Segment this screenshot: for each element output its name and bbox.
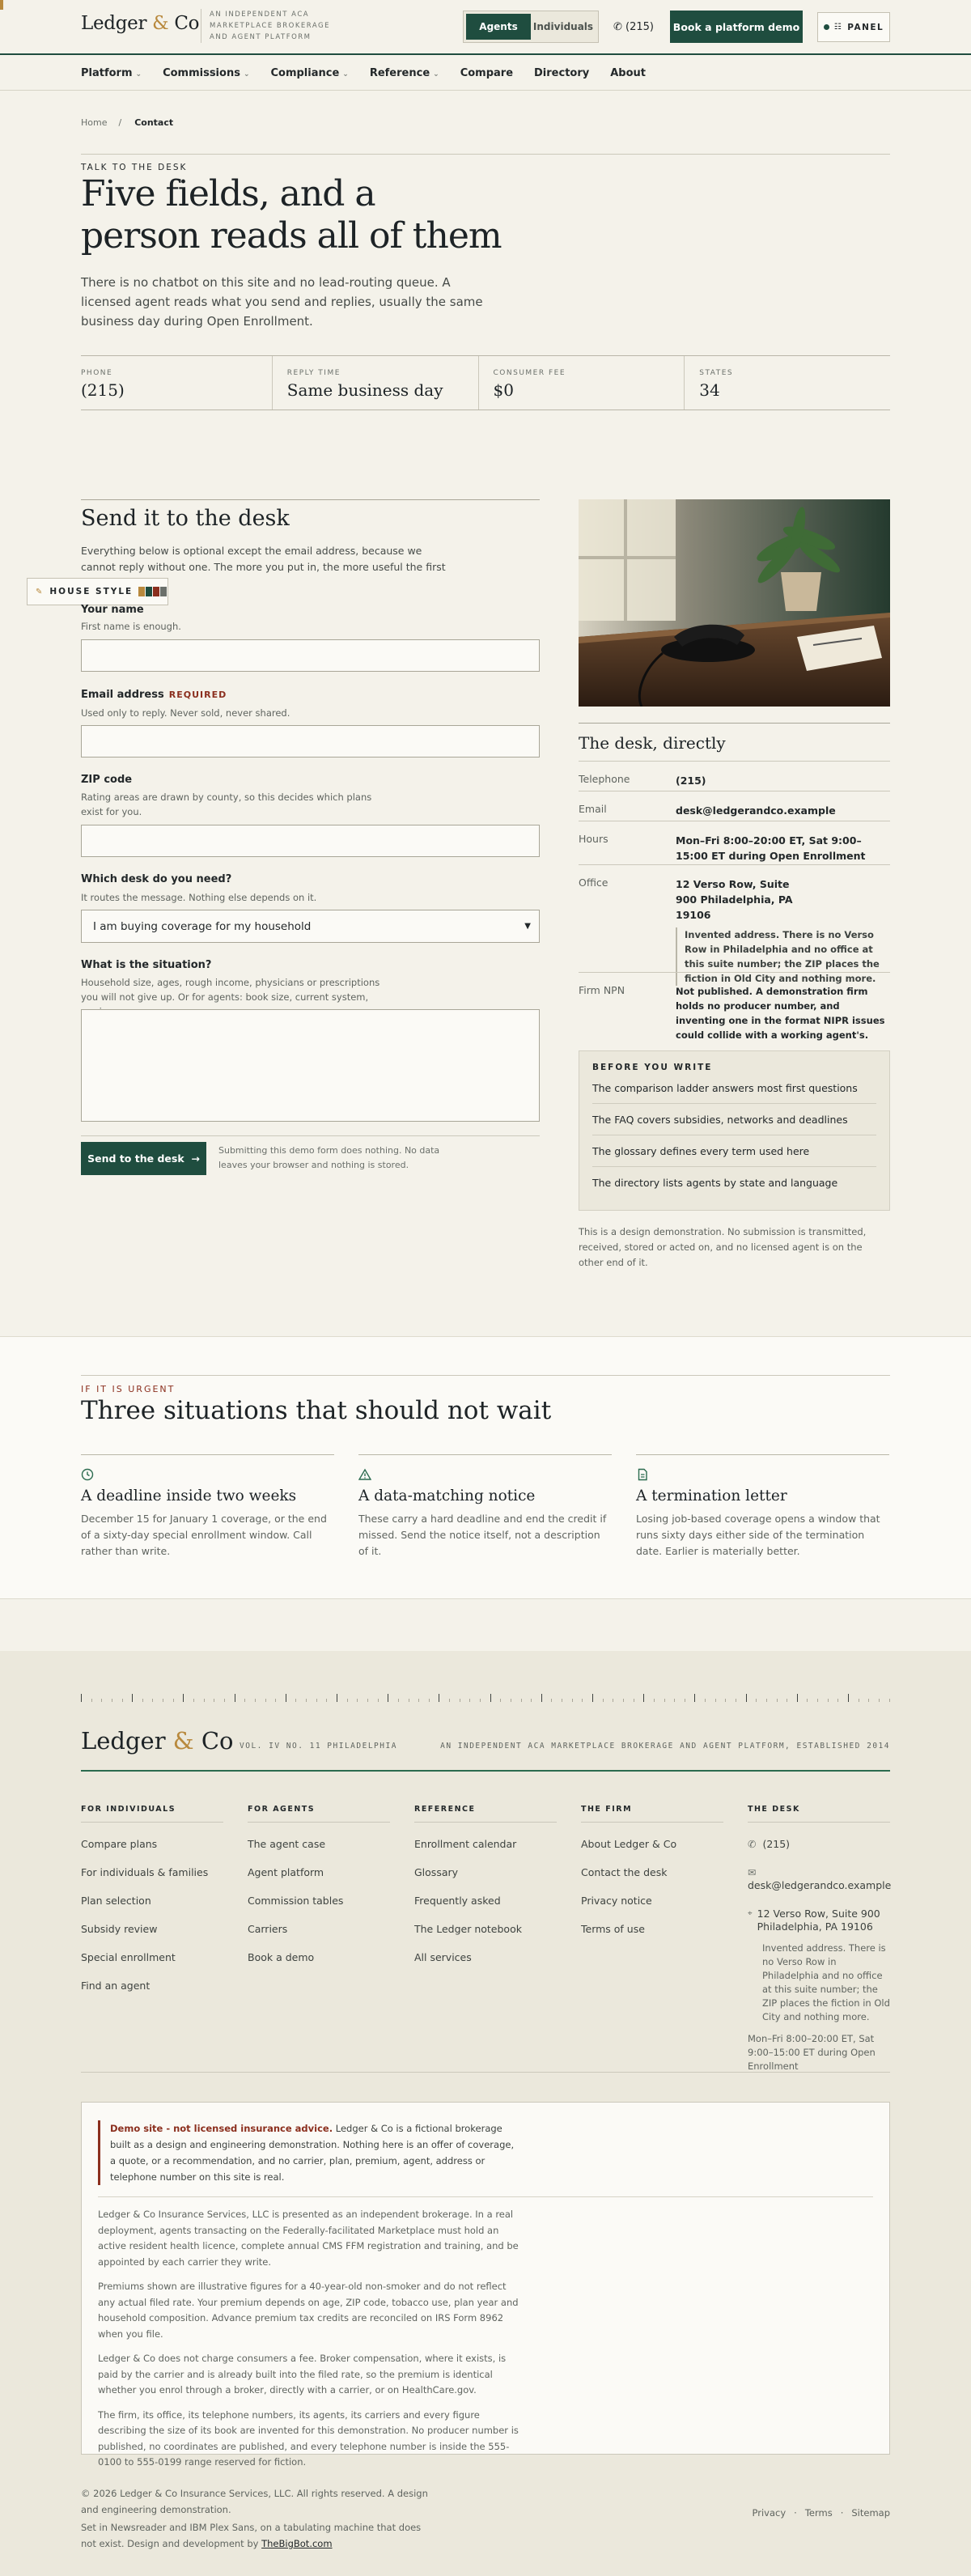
site-logo[interactable]: Ledger & Co <box>81 13 200 34</box>
before-link[interactable]: The directory lists agents by state and language <box>592 1177 838 1189</box>
ruler-tick <box>674 1699 675 1702</box>
ruler-tick <box>664 1699 665 1702</box>
ruler-tick <box>306 1699 307 1702</box>
header-phone-link[interactable]: ✆ (215) <box>613 21 655 33</box>
panel-menu-icon: ☷ <box>833 23 843 32</box>
desk-row-email: Email desk@ledgerandco.example <box>579 791 890 821</box>
ruler-tick <box>828 1699 829 1702</box>
nav-item-compare[interactable]: Compare <box>460 67 514 79</box>
desk-direct-title: The desk, directly <box>579 733 726 753</box>
ruler-tick <box>572 1699 573 1702</box>
ruler-tick <box>469 1699 470 1702</box>
phone-icon: ✆ <box>748 1838 757 1850</box>
corner-accent <box>0 0 3 10</box>
situation-help: Household size, ages, rough income, physicians or prescriptions you will not give up. Or for agents: book size, current system, <box>81 977 380 1003</box>
stats-strip <box>81 355 890 410</box>
footer-link[interactable]: About Ledger & Co <box>581 1838 677 1850</box>
ruler-tick <box>837 1699 838 1702</box>
ruler-tick <box>521 1699 522 1702</box>
footer-link[interactable]: Terms of use <box>581 1923 645 1935</box>
ruler-tick <box>295 1699 296 1702</box>
footer-link[interactable]: Contact the desk <box>581 1866 668 1878</box>
divider <box>81 154 890 155</box>
ruler-tick <box>398 1699 399 1702</box>
before-link[interactable]: The FAQ covers subsidies, networks and deadlines <box>592 1104 876 1135</box>
footer-link[interactable]: The Ledger notebook <box>414 1923 522 1935</box>
ruler-tick <box>173 1699 174 1702</box>
ruler-tick <box>592 1694 593 1702</box>
arrow-right-icon: → <box>191 1152 200 1165</box>
ruler-tick <box>429 1699 430 1702</box>
hero-eyebrow: TALK TO THE DESK <box>81 163 188 172</box>
footer-email-link[interactable]: ✉ desk@ledgerandco.example <box>748 1866 892 1891</box>
send-to-desk-button[interactable]: Send to the desk → <box>81 1142 206 1175</box>
breadcrumb <box>81 117 173 128</box>
ruler-tick <box>848 1694 849 1702</box>
status-dot-icon <box>824 24 829 30</box>
urgent-section <box>0 1336 971 1599</box>
footer-hours: Mon–Fri 8:00–20:00 ET, Sat 9:00–15:00 ET during Open Enrollment <box>748 2033 876 2072</box>
legal-paragraph: Premiums shown are illustrative figures for a 40-year-old non-smoker and do not reflect any actual filed rate. Your premium depends on age, ZIP code, tobacco use, plan year and household composition. Advance premium tax credits are reconciled on IRS Form 8962 when you file. <box>98 2281 519 2340</box>
ruler-tick <box>367 1699 368 1702</box>
urgent-item: A data-matching notice These carry a hard deadline and end the credit if missed. Send the notice itself, not a description of it. <box>358 1454 612 1560</box>
demo-notice <box>81 2102 890 2468</box>
ruler-tick <box>807 1699 808 1702</box>
ruler-tick <box>551 1699 552 1702</box>
footer-link[interactable]: Plan selection <box>81 1895 151 1907</box>
footer-link[interactable]: Carriers <box>248 1923 288 1935</box>
footer-link[interactable]: Subsidy review <box>81 1923 158 1935</box>
desk-row-telephone: Telephone (215) <box>579 761 890 791</box>
ruler-tick <box>868 1699 869 1702</box>
desk-help: It routes the message. Nothing else depends on it. <box>81 892 317 903</box>
ruler-tick <box>275 1699 276 1702</box>
office-note: Invented address. There is no Verso Row in Philadelphia and no office at this suite number; the ZIP places the fiction in Old City and nothing more. <box>676 927 890 986</box>
ruler-tick <box>623 1699 624 1702</box>
name-help: First name is enough. <box>81 621 181 632</box>
ruler-tick <box>142 1699 143 1702</box>
breadcrumb-home[interactable]: Home <box>81 117 108 128</box>
ruler-tick <box>654 1699 655 1702</box>
footer-column-agents: FOR AGENTS The agent case Agent platform Commission tables Carriers Book a demo <box>248 1805 390 1964</box>
ruler-tick <box>582 1699 583 1702</box>
footer-link[interactable]: All services <box>414 1951 472 1963</box>
ruler-tick <box>152 1699 153 1702</box>
book-demo-button[interactable]: Book a platform demo <box>670 11 803 43</box>
footer-link[interactable]: Book a demo <box>248 1951 315 1963</box>
divider <box>81 499 540 500</box>
footer-established: AN INDEPENDENT ACA MARKETPLACE BROKERAGE AND AGENT PLATFORM, ESTABLISHED 2014 <box>440 1742 890 1751</box>
ruler-tick <box>705 1699 706 1702</box>
footer-logo[interactable]: Ledger & Co <box>81 1727 234 1755</box>
legal-paragraph: The firm, its office, its telephone numbers, its agents, its carriers and every figure describing the size of its book are invented for this demonstration. No producer number is published, no coordinates are published, and every telephone number is inside the 555-0100 to 555-0199 range reserved for fiction. <box>98 2408 519 2468</box>
audience-agents-tab[interactable]: Agents <box>466 14 531 40</box>
footer-link[interactable]: Agent platform <box>248 1866 324 1878</box>
copyright: © 2026 Ledger & Co Insurance Services, LLC. All rights reserved. A design and engineering demonstration. Set in Newsreader and IBM Plex Sans, on a tabulating machine that does not exist. Design and development by TheBigBot.com <box>81 2488 428 2549</box>
ruler-tick <box>746 1694 747 1702</box>
email-label: Email address REQUIRED <box>81 689 227 701</box>
location-pin-icon: ⌖ <box>748 1909 753 1918</box>
stat-states: STATES 34 <box>699 369 734 400</box>
house-style-label: HOUSE STYLE <box>49 587 134 596</box>
footer-link[interactable]: Frequently asked <box>414 1895 501 1907</box>
ruler-tick <box>766 1699 767 1702</box>
page-title: Five fields, and a person reads all of them <box>81 173 502 257</box>
ruler-tick <box>316 1699 317 1702</box>
ruler-tick <box>357 1699 358 1702</box>
footer-address: ⌖ 12 Verso Row, Suite 900 Philadelphia, PA 19106 <box>748 1908 880 1933</box>
ruler-tick <box>715 1699 716 1702</box>
footer-column-reference: REFERENCE Enrollment calendar Glossary Frequently asked The Ledger notebook All services <box>414 1805 557 1964</box>
top-header <box>0 0 971 55</box>
ruler-tick <box>204 1699 205 1702</box>
ruler-tick <box>81 1694 82 1702</box>
nav-item-platform[interactable]: Platform ⌄ <box>81 67 142 79</box>
footer-column-individuals: FOR INDIVIDUALS Compare plans For individuals & families Plan selection Subsidy review Special enrollment Find an agent <box>81 1805 223 1992</box>
legal-paragraph: Ledger & Co Insurance Services, LLC is presented as an independent brokerage. In a real deployment, agents transacting on the Federally-facilitated Marketplace must hold an active resident health licence, complete annual CMS FFM registration and training, and be appointed by each carrier they write. <box>98 2209 519 2268</box>
zip-label: ZIP code <box>81 774 133 786</box>
footer-column-desk: THE DESK ✆ (215) ✉ desk@ledgerandco.example ⌖ 12 Verso Row, Suite 900 Philadelphia, PA 19106 Invented address. There is no Verso Row in Philadelphia and no office at this suite number; the ZIP places the fiction in Old City and nothing more. Mon–Fri 8:00–20:00 ET, Sat 9:00–15:00 ET during Open Enrollment <box>748 1805 892 2072</box>
warning-icon <box>358 1468 612 1481</box>
phone-icon: ✆ <box>613 21 622 33</box>
zip-input[interactable] <box>81 825 540 857</box>
ruler-tick <box>101 1699 102 1702</box>
ruler-tick <box>326 1699 327 1702</box>
mail-icon: ✉ <box>748 1866 757 1878</box>
ruler-tick <box>255 1699 256 1702</box>
footer-rule <box>81 1770 890 1772</box>
ruler-tick <box>490 1694 491 1702</box>
desk-row-office: Office 12 Verso Row, Suite 900 Philadelphia, PA 19106 Invented address. There is no Verso Row in Philadelphia and no office at this suite number; the ZIP places the fiction in Old City and nothing more. <box>579 864 890 979</box>
ruler-tick <box>531 1699 532 1702</box>
breadcrumb-separator: / <box>118 117 122 128</box>
situation-label: What is the situation? <box>81 959 212 971</box>
credit-link[interactable]: TheBigBot.com <box>261 2538 333 2549</box>
before-link[interactable]: The comparison ladder answers most first questions <box>592 1072 876 1104</box>
form-intro: Everything below is optional except the email address, because we cannot reply without one. The more you put in, the more useful the first <box>81 545 446 573</box>
urgent-item: A deadline inside two weeks December 15 for January 1 coverage, or the end of a sixty-day special enrollment window. Call rather than write. <box>81 1454 334 1560</box>
desk-phone-link[interactable]: (215) <box>676 774 706 787</box>
ruler-tick <box>817 1699 818 1702</box>
audience-individuals-tab[interactable]: Individuals <box>532 21 594 32</box>
name-label: Your name <box>81 604 144 616</box>
ruler-tick <box>643 1694 644 1702</box>
footer-volume: VOL. IV NO. 11 PHILADELPHIA <box>240 1742 397 1751</box>
situation-textarea[interactable] <box>81 1009 540 1122</box>
ruler-tick <box>122 1699 123 1702</box>
divider <box>81 1375 890 1376</box>
desk-label: Which desk do you need? <box>81 873 232 885</box>
ruler-tick <box>879 1699 880 1702</box>
ruler-tick <box>480 1699 481 1702</box>
clock-icon <box>81 1468 334 1481</box>
divider <box>579 723 890 724</box>
email-input[interactable] <box>81 725 540 758</box>
color-swatches <box>138 587 167 596</box>
ruler-tick <box>265 1699 266 1702</box>
breadcrumb-current: Contact <box>134 117 174 128</box>
chevron-down-icon: ⌄ <box>342 70 349 79</box>
chevron-down-icon: ⌄ <box>135 70 142 79</box>
ruler-tick <box>694 1694 695 1702</box>
pen-icon: ✎ <box>36 587 45 596</box>
footer-column-firm: THE FIRM About Ledger & Co Contact the desk Privacy notice Terms of use <box>581 1805 723 1936</box>
footer-link[interactable]: Find an agent <box>81 1980 151 1992</box>
audience-switch <box>463 11 599 43</box>
main-nav <box>0 57 971 91</box>
ruler-tick <box>541 1694 542 1702</box>
footer-link[interactable]: Commission tables <box>248 1895 344 1907</box>
footer-link[interactable]: Glossary <box>414 1866 459 1878</box>
urgent-title: Three situations that should not wait <box>81 1396 552 1425</box>
chevron-down-icon: ▼ <box>524 922 531 931</box>
footer-link[interactable]: Compare plans <box>81 1838 158 1850</box>
document-icon <box>636 1468 889 1481</box>
ruler-tick <box>91 1699 92 1702</box>
hero-lede: There is no chatbot on this site and no lead-routing queue. A licensed agent reads what you send and replies, usually the same business day during Open Enrollment. <box>81 275 483 329</box>
nav-item-compliance[interactable]: Compliance ⌄ <box>270 67 349 79</box>
footer-link[interactable]: Enrollment calendar <box>414 1838 517 1850</box>
footer-legal-links: Privacy · Terms · Sitemap <box>752 2507 890 2519</box>
stat-phone: PHONE (215) <box>81 356 273 410</box>
divider <box>81 2072 890 2073</box>
zip-help: Rating areas are drawn by county, so this decides which plans exist for you. <box>81 791 372 817</box>
footer-address-note: Invented address. There is no Verso Row in Philadelphia and no office at this suite number; the ZIP places the fiction in Old City and nothing more. <box>762 1942 890 2022</box>
ruler-tick <box>756 1699 757 1702</box>
desk-row-npn: Firm NPN Not published. A demonstration firm holds no producer number, and inventing one in the format NIPR issues could collide with a working agent's. <box>579 972 890 1029</box>
ruler-tick <box>418 1699 419 1702</box>
before-link[interactable]: The glossary defines every term used here <box>592 1135 876 1167</box>
ruler-tick <box>347 1699 348 1702</box>
desk-select[interactable]: I am buying coverage for my household ▼ <box>81 910 540 943</box>
required-badge: REQUIRED <box>168 690 227 700</box>
footer-link[interactable]: Special enrollment <box>81 1951 176 1963</box>
footer-link-sitemap[interactable]: Sitemap <box>851 2507 890 2519</box>
chevron-down-icon: ⌄ <box>433 70 439 79</box>
footer-link-privacy[interactable]: Privacy <box>752 2507 787 2519</box>
legal-paragraph: Ledger & Co does not charge consumers a fee. Broker compensation, where it exists, is paid by the carrier and is already built into the filed rate, so the premium is identical whether you enrol through a broker, directly with a carrier, or on HealthCare.gov. <box>98 2353 507 2396</box>
ruler-tick <box>603 1699 604 1702</box>
before-you-write-box: BEFORE YOU WRITE The comparison ladder answers most first questions The FAQ covers subsidies, networks and deadlines The glossary defines every term used here The directory lists agents by state and language <box>579 1050 890 1211</box>
ruler-tick <box>725 1699 726 1702</box>
footer-link[interactable]: The agent case <box>248 1838 326 1850</box>
stat-reply-time: REPLY TIME Same business day <box>273 356 479 410</box>
name-input[interactable] <box>81 639 540 672</box>
panel-button[interactable]: ☷ PANEL <box>817 12 890 42</box>
ruler-tick <box>378 1699 379 1702</box>
nav-item-directory[interactable]: Directory <box>534 67 590 79</box>
urgent-eyebrow: IF IT IS URGENT <box>81 1384 176 1394</box>
site-footer <box>0 1651 971 2576</box>
stat-consumer-fee: CONSUMER FEE $0 <box>479 356 685 410</box>
ruler-tick <box>224 1699 225 1702</box>
ruler-tick <box>132 1694 133 1702</box>
ruler-ticks <box>81 1692 890 1702</box>
ruler-tick <box>183 1694 184 1702</box>
nav-item-commissions[interactable]: Commissions ⌄ <box>163 67 250 79</box>
ruler-tick <box>244 1699 245 1702</box>
footer-phone-link[interactable]: ✆ (215) <box>748 1838 791 1850</box>
site-tagline: AN INDEPENDENT ACA MARKETPLACE BROKERAGE AND AGENT PLATFORM <box>201 9 330 43</box>
desk-telephone-photo <box>579 499 890 707</box>
house-style-panel[interactable] <box>27 578 168 605</box>
ruler-tick <box>500 1699 501 1702</box>
ruler-tick <box>777 1699 778 1702</box>
chevron-down-icon: ⌄ <box>243 70 250 79</box>
footer-link-terms[interactable]: Terms <box>804 2507 833 2519</box>
desk-row-hours: Hours Mon–Fri 8:00–20:00 ET, Sat 9:00–15:00 ET during Open Enrollment <box>579 821 890 864</box>
footer-link[interactable]: For individuals & families <box>81 1866 209 1878</box>
submit-note: Submitting this demo form does nothing. No data leaves your browser and nothing is stored. <box>218 1145 440 1170</box>
urgent-item: A termination letter Losing job-based coverage opens a window that runs sixty days either side of the termination date. Earlier is materially better. <box>636 1454 889 1560</box>
ruler-tick <box>889 1699 890 1702</box>
side-disclaimer: This is a design demonstration. No submission is transmitted, received, stored or acted on, and no licensed agent is on the other end of it. <box>579 1226 867 1268</box>
email-help: Used only to reply. Never sold, never shared. <box>81 707 290 719</box>
nav-item-reference[interactable]: Reference ⌄ <box>369 67 439 79</box>
nav-item-about[interactable]: About <box>610 67 647 79</box>
desk-email-link[interactable]: desk@ledgerandco.example <box>676 804 836 817</box>
divider <box>81 1135 540 1136</box>
ruler-tick <box>797 1694 798 1702</box>
demo-alert: Demo site - not licensed insurance advice. Ledger & Co is a fictional brokerage built as a design and engineering demonstration. Nothing here is an offer of coverage, a quote, or a recommendation, and no carrier, plan, premium, agent, address or telephone number on this site is real. <box>98 2120 519 2185</box>
ruler-tick <box>449 1699 450 1702</box>
ruler-tick <box>193 1699 194 1702</box>
form-title: Send it to the desk <box>81 506 290 531</box>
footer-link[interactable]: Privacy notice <box>581 1895 652 1907</box>
